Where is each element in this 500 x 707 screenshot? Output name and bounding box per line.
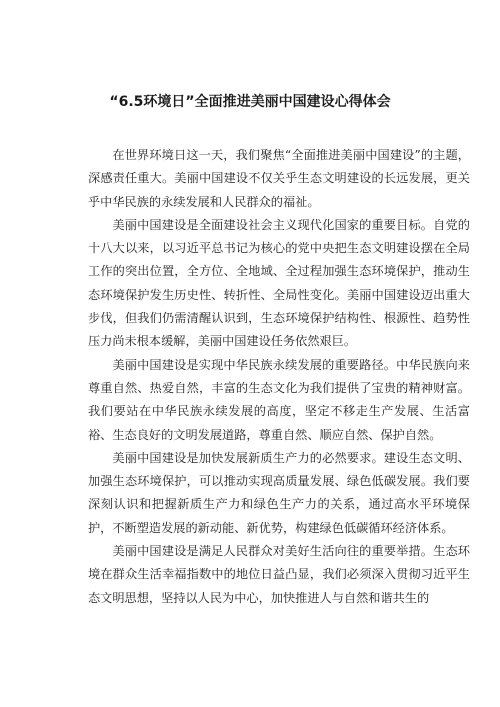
paragraph: 美丽中国建设是加快发展新质生产力的必然要求。建设生态文明、加强生态环境保护，可以推动实现高质量发展、绿色低碳发展。我们要深刻认识和把握新质生产力和绿色生产力的关系，通过高水平环境保护，不断塑造发展的新动能、新优势，构建绿色低碳循环经济体系。 xyxy=(88,450,470,535)
document-body xyxy=(88,144,470,610)
paragraph: 美丽中国建设是实现中华民族永续发展的重要路径。中华民族向来尊重自然、热爱自然，丰富的生态文化为我们提供了宝贵的精神财富。我们要站在中华民族永续发展的高度，坚定不移走生产发展、生活富裕、生态良好的文明发展道路，尊重自然、顺应自然、保护自然。 xyxy=(88,357,470,442)
paragraph: 美丽中国建设是全面建设社会主义现代化国家的重要目标。自党的十八大以来，以习近平总书记为核心的党中央把生态文明建设摆在全局工作的突出位置，全方位、全地域、全过程加强生态环境保护，推动生态环境保护发生历史性、转折性、全局性变化。美丽中国建设迈出重大步伐，但我们仍需清醒认识到，生态环境保护结构性、根源性、趋势性压力尚未根本缓解，美丽中国建设任务依然艰巨。 xyxy=(88,217,470,349)
paragraph: 美丽中国建设是满足人民群众对美好生活向往的重要举措。生态环境在群众生活幸福指数中的地位日益凸显，我们必须深入贯彻习近平生态文明思想，坚持以人民为中心，加快推进人与自然和谐共生的 xyxy=(88,544,470,605)
document-title: “6.5环境日”全面推进美丽中国建设心得体会 xyxy=(109,94,391,110)
paragraph: 在世界环境日这一天，我们聚焦“全面推进美丽中国建设”的主题，深感责任重大。美丽中国建设不仅关乎生态文明建设的长远发展，更关乎中华民族的永续发展和人民群众的福祉。 xyxy=(88,148,470,209)
